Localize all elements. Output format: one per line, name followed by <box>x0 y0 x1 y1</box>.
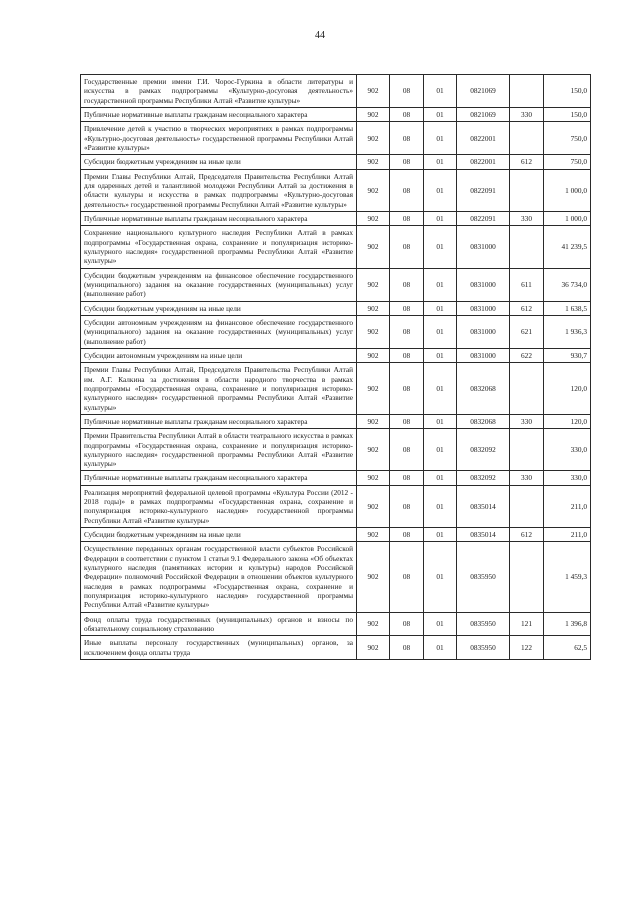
expense-type-code: 612 <box>510 528 544 542</box>
subsection-code: 01 <box>424 636 457 660</box>
target-article-code: 0831000 <box>457 348 510 362</box>
section-code: 08 <box>390 612 424 636</box>
table-row <box>81 348 591 362</box>
amount-value: 1 638,5 <box>544 301 591 315</box>
subsection-code: 01 <box>424 471 457 485</box>
amount-value: 330,0 <box>544 471 591 485</box>
target-article-code: 0835950 <box>457 612 510 636</box>
expense-type-code: 612 <box>510 155 544 169</box>
expense-type-code <box>510 542 544 612</box>
ministry-code: 902 <box>357 528 390 542</box>
target-article-code: 0835950 <box>457 636 510 660</box>
section-code: 08 <box>390 363 424 415</box>
expense-item-name: Осуществление переданных органам государственной власти субъектов Российской Федерации в соответствии с пунктом 1 статьи 9.1 Федерального закона «Об объектах культурного наследия (памятниках истории и культуры) народов Российской Федерации» полномочий Российской Федерации в отношении объектов культурного наследия в рамках подпрограммы «Государственная охрана, сохранение и популяризация историко-культурного наследия» государственной программы Республики Алтай «Развитие культуры» <box>81 542 357 612</box>
amount-value: 41 239,5 <box>544 226 591 268</box>
table-row <box>81 75 591 108</box>
expense-item-name: Субсидии бюджетным учреждениям на иные цели <box>81 301 357 315</box>
expense-type-code: 330 <box>510 107 544 121</box>
expense-type-code: 612 <box>510 301 544 315</box>
expense-type-code <box>510 169 544 211</box>
subsection-code: 01 <box>424 363 457 415</box>
amount-value: 1 000,0 <box>544 211 591 225</box>
target-article-code: 0821069 <box>457 107 510 121</box>
expense-item-name: Публичные нормативные выплаты гражданам несоциального характера <box>81 211 357 225</box>
expense-type-code: 121 <box>510 612 544 636</box>
table-row <box>81 363 591 415</box>
amount-value: 330,0 <box>544 429 591 471</box>
expense-item-name: Государственные премии имени Г.И. Чорос-Гуркина в области литературы и искусства в рамках подпрограммы «Культурно-досуговая деятельность» государственной программы Республики Алтай «Развитие культуры» <box>81 75 357 108</box>
table-row <box>81 542 591 612</box>
section-code: 08 <box>390 471 424 485</box>
expense-item-name: Премии Правительства Республики Алтай в области театрального искусства в рамках подпрограммы «Государственная охрана, сохранение и популяризация историко-культурного наследия» государственной программы Республики Алтай «Развитие культуры» <box>81 429 357 471</box>
expense-item-name: Субсидии бюджетным учреждениям на иные цели <box>81 155 357 169</box>
ministry-code: 902 <box>357 75 390 108</box>
subsection-code: 01 <box>424 75 457 108</box>
amount-value: 1 936,3 <box>544 315 591 348</box>
section-code: 08 <box>390 636 424 660</box>
expense-type-code: 611 <box>510 268 544 301</box>
table-row <box>81 471 591 485</box>
target-article-code: 0832068 <box>457 363 510 415</box>
expense-type-code <box>510 226 544 268</box>
ministry-code: 902 <box>357 363 390 415</box>
table-row <box>81 122 591 155</box>
target-article-code: 0822001 <box>457 155 510 169</box>
table-row <box>81 107 591 121</box>
amount-value: 211,0 <box>544 485 591 527</box>
target-article-code: 0832068 <box>457 414 510 428</box>
table-row <box>81 414 591 428</box>
section-code: 08 <box>390 169 424 211</box>
section-code: 08 <box>390 268 424 301</box>
expense-item-name: Сохранение национального культурного наследия Республики Алтай в рамках подпрограммы «Государственная охрана, сохранение и популяризация историко-культурного наследия» государственной программы Республики Алтай «Развитие культуры» <box>81 226 357 268</box>
amount-value: 120,0 <box>544 414 591 428</box>
table-row <box>81 268 591 301</box>
ministry-code: 902 <box>357 211 390 225</box>
target-article-code: 0821069 <box>457 75 510 108</box>
ministry-code: 902 <box>357 315 390 348</box>
section-code: 08 <box>390 485 424 527</box>
target-article-code: 0822001 <box>457 122 510 155</box>
target-article-code: 0835014 <box>457 485 510 527</box>
ministry-code: 902 <box>357 226 390 268</box>
expense-type-code <box>510 75 544 108</box>
ministry-code: 902 <box>357 612 390 636</box>
section-code: 08 <box>390 429 424 471</box>
table-row <box>81 315 591 348</box>
expense-item-name: Субсидии автономным учреждениям на иные цели <box>81 348 357 362</box>
amount-value: 1 396,8 <box>544 612 591 636</box>
section-code: 08 <box>390 226 424 268</box>
table-row <box>81 211 591 225</box>
expense-type-code: 330 <box>510 471 544 485</box>
expense-item-name: Премии Главы Республики Алтай, Председателя Правительства Республики Алтай им. А.Г. Калкина за достижения в области народного творчества в рамках подпрограммы «Государственная охрана, сохранение и популяризация историко-культурного наследия» государственной программы Республики Алтай «Развитие культуры» <box>81 363 357 415</box>
expense-item-name: Публичные нормативные выплаты гражданам несоциального характера <box>81 471 357 485</box>
target-article-code: 0831000 <box>457 226 510 268</box>
expense-type-code: 330 <box>510 211 544 225</box>
expense-type-code <box>510 122 544 155</box>
expense-item-name: Публичные нормативные выплаты гражданам несоциального характера <box>81 107 357 121</box>
amount-value: 1 459,3 <box>544 542 591 612</box>
section-code: 08 <box>390 107 424 121</box>
subsection-code: 01 <box>424 268 457 301</box>
subsection-code: 01 <box>424 528 457 542</box>
table-row <box>81 612 591 636</box>
expense-item-name: Иные выплаты персоналу государственных (муниципальных) органов, за исключением фонда оплаты труда <box>81 636 357 660</box>
expense-type-code <box>510 485 544 527</box>
ministry-code: 902 <box>357 301 390 315</box>
subsection-code: 01 <box>424 122 457 155</box>
ministry-code: 902 <box>357 169 390 211</box>
ministry-code: 902 <box>357 542 390 612</box>
amount-value: 62,5 <box>544 636 591 660</box>
expense-item-name: Реализация мероприятий федеральной целевой программы «Культура России (2012 - 2018 годы)» в рамках подпрограммы «Государственная охрана, сохранение и популяризация историко-культурного наследия» государственной программы Республики Алтай «Развитие культуры» <box>81 485 357 527</box>
target-article-code: 0822091 <box>457 169 510 211</box>
page-number: 44 <box>315 30 325 41</box>
expense-item-name: Публичные нормативные выплаты гражданам несоциального характера <box>81 414 357 428</box>
target-article-code: 0822091 <box>457 211 510 225</box>
section-code: 08 <box>390 211 424 225</box>
ministry-code: 902 <box>357 107 390 121</box>
target-article-code: 0831000 <box>457 268 510 301</box>
expense-item-name: Премии Главы Республики Алтай, Председателя Правительства Республики Алтай для одаренных детей и талантливой молодежи Республики Алтай за достижения в области культуры и искусства в рамках подпрограммы «Культурно-досуговая деятельность» государственной программы Республики Алтай «Развитие культуры» <box>81 169 357 211</box>
expense-type-code <box>510 363 544 415</box>
expense-type-code <box>510 429 544 471</box>
subsection-code: 01 <box>424 226 457 268</box>
budget-table-body <box>81 75 591 660</box>
subsection-code: 01 <box>424 211 457 225</box>
ministry-code: 902 <box>357 429 390 471</box>
ministry-code: 902 <box>357 122 390 155</box>
table-row <box>81 485 591 527</box>
ministry-code: 902 <box>357 414 390 428</box>
expense-type-code: 621 <box>510 315 544 348</box>
amount-value: 750,0 <box>544 155 591 169</box>
target-article-code: 0831000 <box>457 301 510 315</box>
section-code: 08 <box>390 348 424 362</box>
ministry-code: 902 <box>357 471 390 485</box>
table-row <box>81 636 591 660</box>
subsection-code: 01 <box>424 414 457 428</box>
subsection-code: 01 <box>424 169 457 211</box>
target-article-code: 0831000 <box>457 315 510 348</box>
ministry-code: 902 <box>357 268 390 301</box>
subsection-code: 01 <box>424 315 457 348</box>
subsection-code: 01 <box>424 107 457 121</box>
section-code: 08 <box>390 155 424 169</box>
table-row <box>81 301 591 315</box>
ministry-code: 902 <box>357 485 390 527</box>
target-article-code: 0835950 <box>457 542 510 612</box>
expense-item-name: Привлечение детей к участию в творческих мероприятиях в рамках подпрограммы «Культурно-досуговая деятельность» государственной программы Республики Алтай «Развитие культуры» <box>81 122 357 155</box>
section-code: 08 <box>390 75 424 108</box>
expense-type-code: 622 <box>510 348 544 362</box>
expense-item-name: Фонд оплаты труда государственных (муниципальных) органов и взносы по обязательному социальному страхованию <box>81 612 357 636</box>
subsection-code: 01 <box>424 485 457 527</box>
amount-value: 150,0 <box>544 75 591 108</box>
section-code: 08 <box>390 122 424 155</box>
section-code: 08 <box>390 315 424 348</box>
table-row <box>81 226 591 268</box>
subsection-code: 01 <box>424 155 457 169</box>
target-article-code: 0832092 <box>457 429 510 471</box>
amount-value: 150,0 <box>544 107 591 121</box>
amount-value: 36 734,0 <box>544 268 591 301</box>
table-row <box>81 169 591 211</box>
subsection-code: 01 <box>424 348 457 362</box>
amount-value: 1 000,0 <box>544 169 591 211</box>
target-article-code: 0835014 <box>457 528 510 542</box>
amount-value: 120,0 <box>544 363 591 415</box>
section-code: 08 <box>390 414 424 428</box>
expense-item-name: Субсидии автономным учреждениям на финансовое обеспечение государственного (муниципального) задания на оказание государственных (муниципальных) услуг (выполнение работ) <box>81 315 357 348</box>
expense-type-code: 122 <box>510 636 544 660</box>
target-article-code: 0832092 <box>457 471 510 485</box>
ministry-code: 902 <box>357 636 390 660</box>
amount-value: 211,0 <box>544 528 591 542</box>
table-row <box>81 429 591 471</box>
subsection-code: 01 <box>424 542 457 612</box>
section-code: 08 <box>390 528 424 542</box>
expense-item-name: Субсидии бюджетным учреждениям на иные цели <box>81 528 357 542</box>
table-row <box>81 528 591 542</box>
amount-value: 930,7 <box>544 348 591 362</box>
subsection-code: 01 <box>424 429 457 471</box>
subsection-code: 01 <box>424 301 457 315</box>
ministry-code: 902 <box>357 348 390 362</box>
section-code: 08 <box>390 542 424 612</box>
budget-table <box>80 74 591 660</box>
expense-item-name: Субсидии бюджетным учреждениям на финансовое обеспечение государственного (муниципального) задания на оказание государственных (муниципальных) услуг (выполнение работ) <box>81 268 357 301</box>
expense-type-code: 330 <box>510 414 544 428</box>
table-row <box>81 155 591 169</box>
subsection-code: 01 <box>424 612 457 636</box>
section-code: 08 <box>390 301 424 315</box>
amount-value: 750,0 <box>544 122 591 155</box>
ministry-code: 902 <box>357 155 390 169</box>
